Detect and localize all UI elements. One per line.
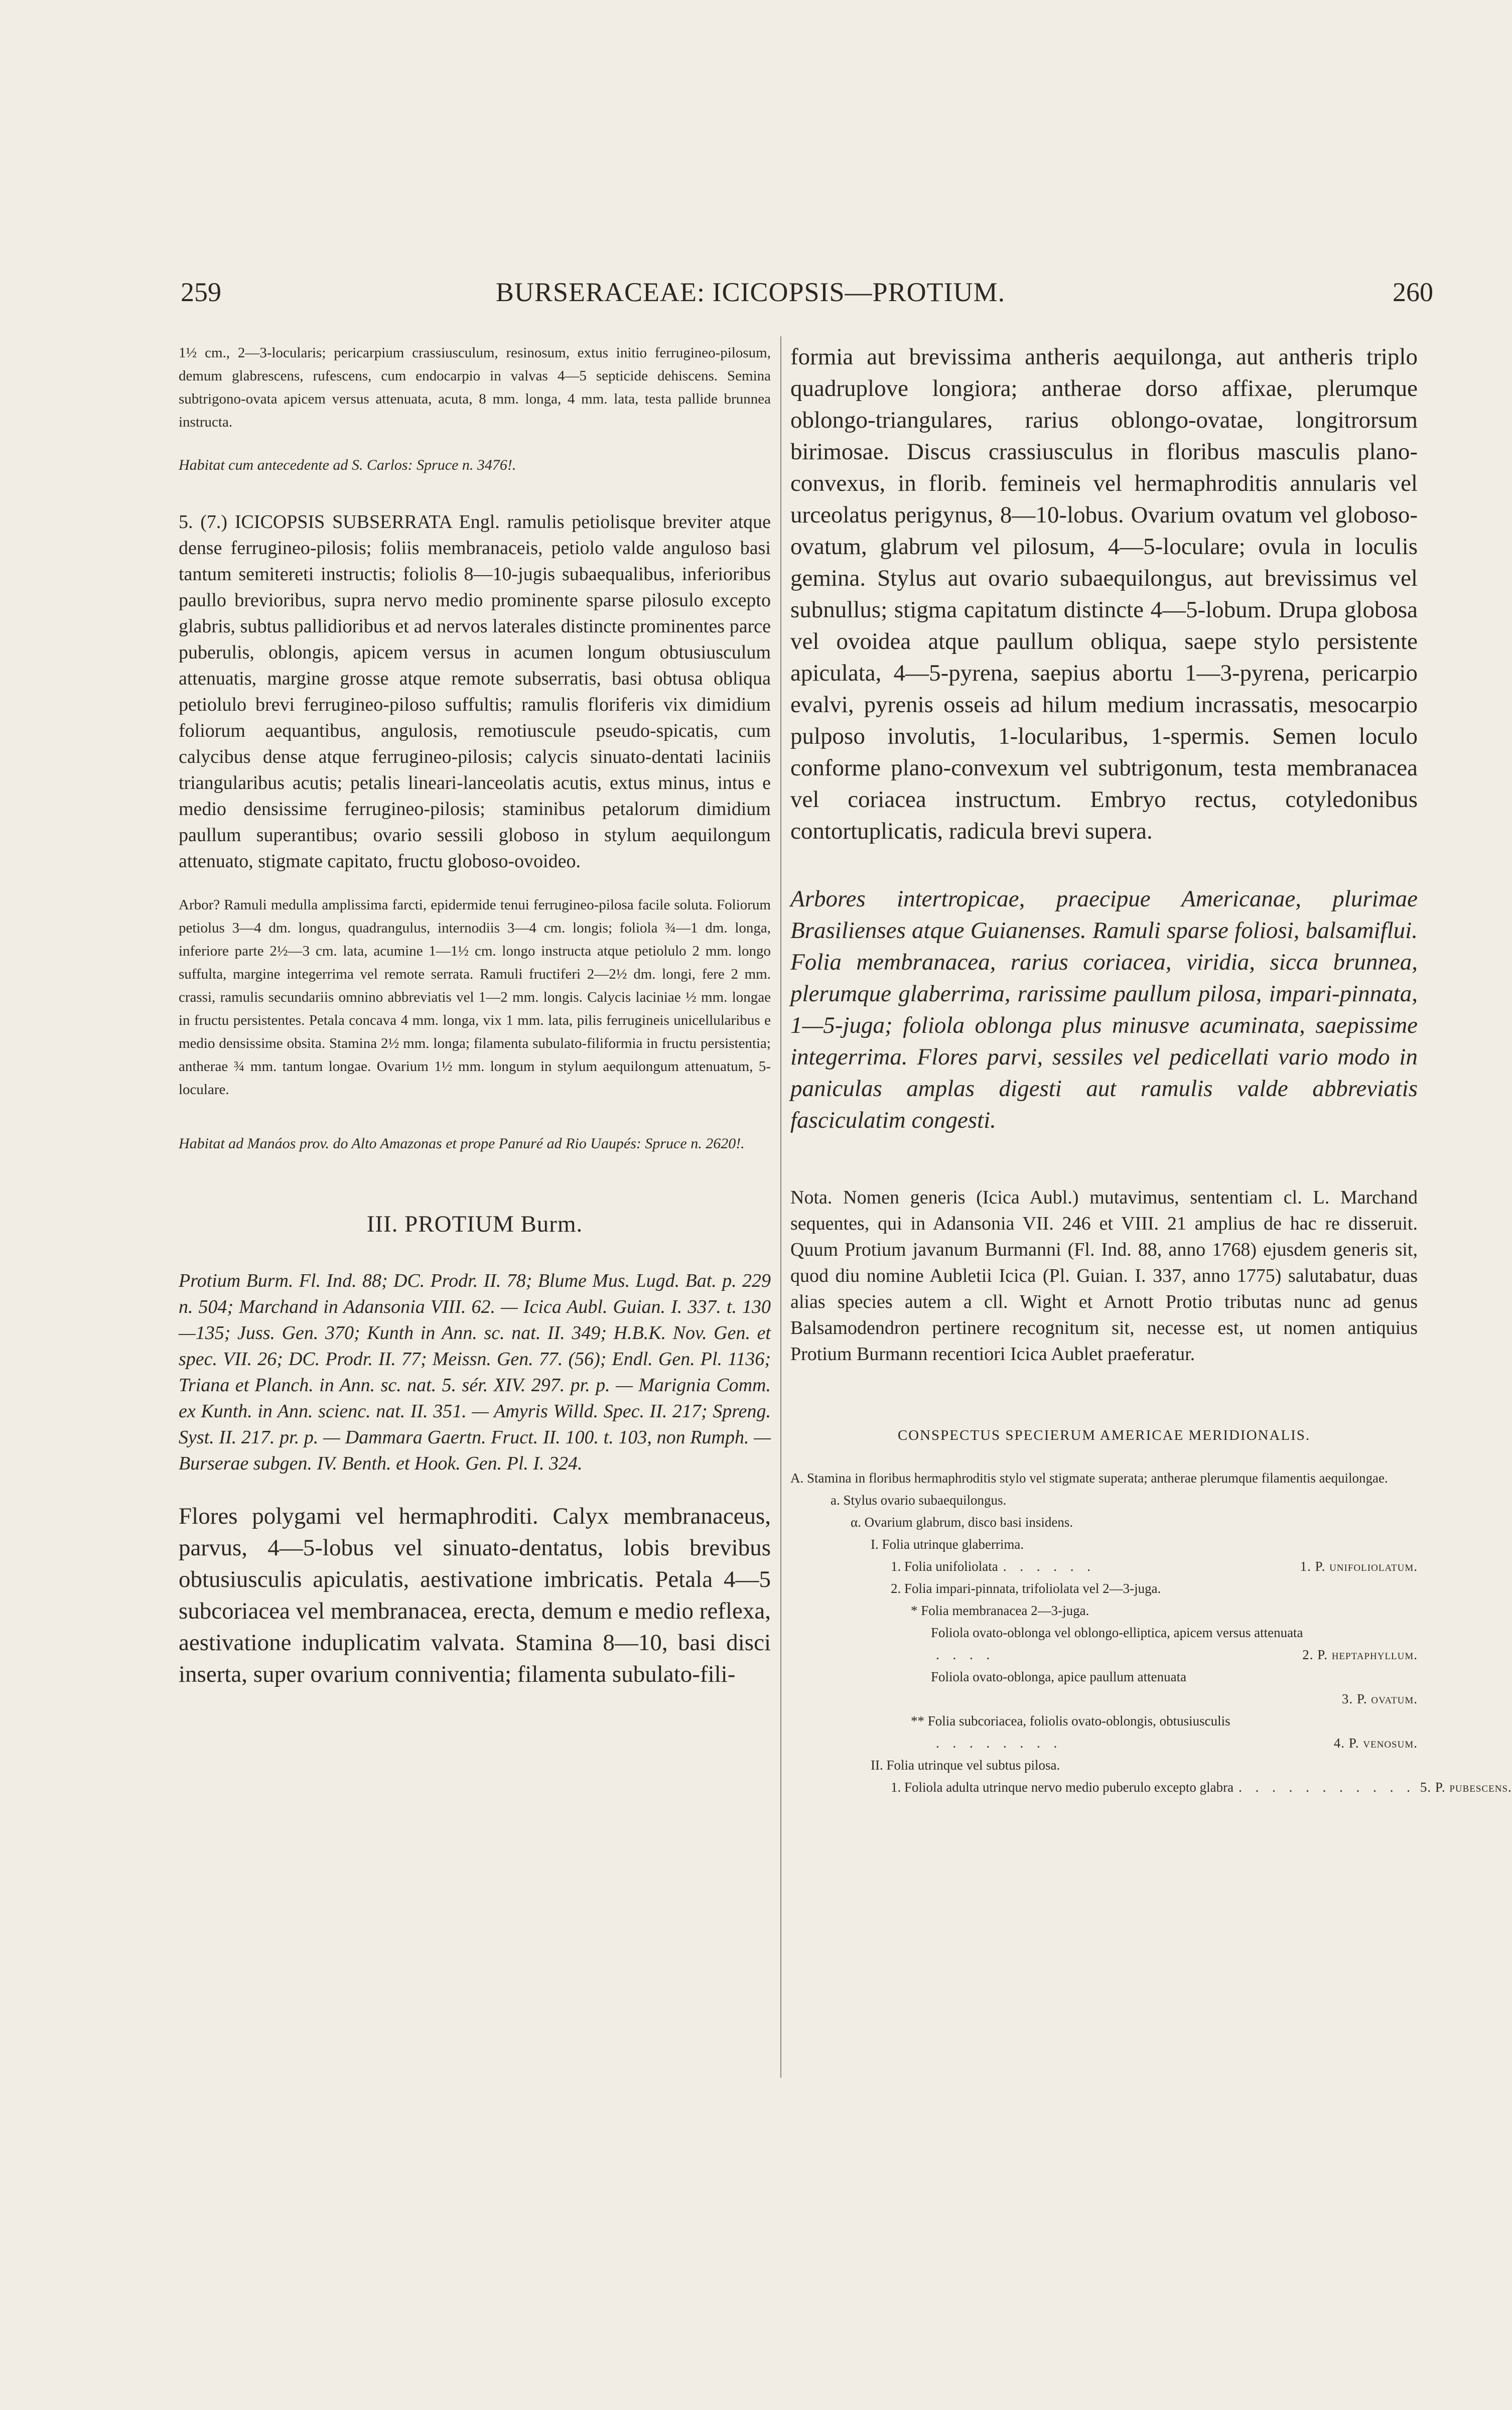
column-divider xyxy=(780,336,781,2078)
habitat-note-2: Habitat ad Manáos prov. do Alto Amazonas et prope Panuré ad Rio Uaupés: Spruce n. 2620!. xyxy=(179,1135,745,1152)
leader-dots: . . . . . . . . . . . xyxy=(1239,1780,1415,1795)
key-entry-heptaphyllum xyxy=(931,1644,1418,1666)
key-lead-foliola-1: Foliola ovato-oblonga vel oblongo-elliptica, apicem versus attenuata xyxy=(931,1625,1303,1640)
key-entry-pubescens xyxy=(891,1776,1512,1798)
paragraph-fruit-description: 1½ cm., 2—3-locularis; pericarpium crassiusculum, resinosum, extus initio ferrugineo-pilosum, demum glabrescens, rufescens, cum endocarpio in valvas 4—5 septicide dehiscens. Semina subtrigono-ovata apicem versus attenuata, acuta, 8 mm. longa, 4 mm. lata, testa pallide brunnea instructa. xyxy=(179,345,771,430)
leader-dots: . . . . . . . . xyxy=(936,1735,1062,1751)
species-name: 2. P. heptaphyllum. xyxy=(1302,1647,1418,1662)
species-key xyxy=(790,1467,1512,1798)
species-name: 1. P. unifoliolatum. xyxy=(1300,1559,1418,1574)
key-lead-a: A. Stamina in floribus hermaphroditis stylo vel stigmate superata; antherae plerumque filamentis aequilongae. xyxy=(790,1470,1388,1486)
habitat-note-1: Habitat cum antecedente ad S. Carlos: Spruce n. 3476!. xyxy=(179,457,516,473)
key-title: CONSPECTUS SPECIERUM AMERICAE MERIDIONALIS. xyxy=(897,1427,1311,1443)
key-lead-a-a: a. Stylus ovario subaequilongus. xyxy=(831,1493,1007,1508)
species-name: 4. P. venosum. xyxy=(1333,1735,1418,1751)
nomenclature-note: Nota. Nomen generis (Icica Aubl.) mutavimus, sententiam cl. L. Marchand sequentes, qui in Adansonia VII. 246 et VIII. 21 amplius de hac re disseruit. Quum Protium javanum Burmanni (Fl. Ind. 88, anno 1768) ejusdem generis sit, quod diu nomine Aubletii Icica (Pl. Guian. I. 337, anno 1775) salutabatur, duas alias species autem a cll. Wight et Arnott Protio tributas nunc ad genus Balsamodendron pertinere recognitum sit, necesse est, ut nomen antiquius Protium Burmann recentiori Icica Aublet praeferatur. xyxy=(790,1187,1418,1365)
leader-dots: . . . . xyxy=(936,1647,995,1662)
key-lead-star: * Folia membranacea 2—3-juga. xyxy=(911,1603,1089,1618)
species-name: 5. P. pubescens. xyxy=(1420,1780,1512,1795)
key-lead-alpha: α. Ovarium glabrum, disco basi insidens. xyxy=(851,1515,1073,1530)
key-entry-ovatum xyxy=(931,1688,1418,1710)
page-number-left: 259 xyxy=(181,277,221,307)
right-column xyxy=(790,341,1512,1798)
generic-description-continued: formia aut brevissima antheris aequilonga, aut antheris triplo quadruplove longiora; antherae dorso affixae, plerumque oblongo-triangulares, rarius oblongo-ovatae, longitrorsum birimosae. Discus crassiusculus in floribus masculis plano-convexus, in florib. femineis vel hermaphroditis annularis vel urceolatus perigynus, 8—10-lobus. Ovarium ovatum vel globoso-ovatum, glabrum vel pilosum, 4—5-loculare; ovula in loculis gemina. Stylus aut ovario subaequilongus, aut brevissimus vel subnullus; stigma capitatum distincte 4—5-lobum. Drupa globosa vel ovoidea atque paullum obliqua, saepe stylo persistente apiculata, 4—5-pyrena, saepius abortu 1—3-pyrena, pericarpio evalvi, pyrenis osseis ad hilum medium incrassatis, mesocarpio pulposo involutis, 1-locularibus, 1-spermis. Semen loculo conforme plano-convexum vel subtrigonum, testa membranacea vel coriacea instructum. Embryo rectus, cotyledonibus contortuplicatis, radicula brevi supera. xyxy=(790,344,1418,844)
key-lead-I: I. Folia utrinque glaberrima. xyxy=(871,1537,1024,1552)
key-entry-1 xyxy=(891,1555,1418,1577)
section-title-protium: III. PROTIUM Burm. xyxy=(366,1211,583,1237)
key-entry-text: 1. Foliola adulta utrinque nervo medio puberulo excepto glabra xyxy=(891,1780,1234,1795)
species-name: 3. P. ovatum. xyxy=(1341,1691,1418,1706)
key-lead-II: II. Folia utrinque vel subtus pilosa. xyxy=(871,1758,1060,1773)
page-number-right: 260 xyxy=(1393,277,1433,307)
key-lead-foliola-2: Foliola ovato-oblonga, apice paullum attenuata xyxy=(931,1669,1187,1684)
species-diagnosis-icicopsis-subserrata: 5. (7.) ICICOPSIS SUBSERRATA Engl. ramulis petiolisque breviter atque dense ferrugineo-pilosis; foliis membranaceis, petiolo valde anguloso basi tantum semitereti instructis; foliolis 8—10-jugis subaequalibus, inferioribus paullo brevioribus, supra nervo medio prominente sparse pilosulo excepto glabris, subtus pallidioribus et ad nervos laterales distincte prominentes parce puberulis, oblongis, apicem versus in acumen longum obtusiusculum attenuatis, margine grosse atque remote subserratis, basi obtusa obliqua petiolulo brevi ferrugineo-piloso suffultis; ramulis floriferis vix dimidium foliorum aequantibus, angulosis, remotiuscule pseudo-spicatis, cum calycibus dense atque ferrugineo-pilosis; calycis sinuato-dentati laciniis triangularibus acutis; petalis lineari-lanceolatis acutis, extus minus, intus e medio densissime ferrugineo-pilosis; staminibus petalorum dimidium paullum superantibus; ovario sessili globoso in stylum aequilongum attenuato, stigmate capitato, fructu globoso-ovoideo. xyxy=(179,511,771,872)
left-column xyxy=(179,341,771,1690)
running-title: BURSERACEAE: ICICOPSIS—PROTIUM. xyxy=(495,277,1006,307)
leader-dots: . . . . . . xyxy=(1003,1559,1095,1574)
key-entry-venosum xyxy=(931,1732,1418,1754)
protium-generic-description: Flores polygami vel hermaphroditi. Calyx membranaceus, parvus, 4—5-lobus vel sinuato-dentatus, lobis brevibus obtusiusculis apiculatis, aestivatione imbricatis. Petala 4—5 subcoriacea vel membranacea, erecta, demum e medio reflexa, aestivatione induplicatim valvata. Stamina 8—10, basi disci inserta, super ovarium conniventia; filamenta subulato-fili- xyxy=(179,1503,771,1687)
key-lead-double-star: ** Folia subcoriacea, foliolis ovato-oblongis, obtusiusculis xyxy=(911,1713,1230,1728)
key-entry-text: 1. Folia unifoliolata xyxy=(891,1559,998,1574)
species-description-icicopsis-subserrata: Arbor? Ramuli medulla amplissima farcti, epidermide tenui ferrugineo-pilosa facile soluta. Foliorum petiolus 3—4 dm. longus, quadrangulus, internodiis 3—4 cm. longis; foliola ¾—1 dm. longa, inferiore parte 2½—3 cm. lata, acumine 1—1½ cm. longo instructa atque petiolulo 2 mm. longo suffulta, margine integerrima vel remote serrata. Ramuli fructiferi 2—2½ dm. longi, fere 2 mm. crassi, ramulis secundariis omnino abbreviatis vel 1—2 mm. longis. Calycis laciniae ½ mm. longae in fructu persistentes. Petala concava 4 mm. longa, vix 1 mm. lata, pilis ferrugineis unicellularibus e medio densissime obsita. Stamina 2½ mm. longa; filamenta subulato-filiformia in fructu persistentia; antherae ¾ mm. tantum longae. Ovarium 1½ mm. longum in stylum aequilongum attenuatum, 5-loculare. xyxy=(179,897,771,1098)
distribution-habit-paragraph: Arbores intertropicae, praecipue Americanae, plurimae Brasilienses atque Guianenses. Ramuli sparse foliosi, balsamiflui. Folia membranacea, rarius coriacea, viridia, sicca brunnea, plerumque glaberrima, rarissime paullum pilosa, impari-pinnata, 1—5-juga; foliola oblonga plus minusve acuminata, saepissime integerrima. Flores parvi, sessiles vel pedicellati vario modo in paniculas amplas digesti aut ramulis valde abbreviatis fasciculatim congesti. xyxy=(790,886,1418,1133)
key-entry-2 xyxy=(891,1577,1418,1599)
key-entry-text: 2. Folia impari-pinnata, trifoliolata vel 2—3-juga. xyxy=(891,1581,1161,1596)
protium-synonymy: Protium Burm. Fl. Ind. 88; DC. Prodr. II. 78; Blume Mus. Lugd. Bat. p. 229 n. 504; Marchand in Adansonia VIII. 62. — Icica Aubl. Guian. I. 337. t. 130—135; Juss. Gen. 370; Kunth in Ann. sc. nat. II. 349; H.B.K. Nov. Gen. et spec. VII. 26; DC. Prodr. II. 77; Meissn. Gen. 77. (56); Endl. Gen. Pl. 1136; Triana et Planch. in Ann. sc. nat. 5. sér. XIV. 297. pr. p. — Marignia Comm. ex Kunth. in Ann. scienc. nat. II. 351. — Amyris Willd. Spec. II. 217; Spreng. Syst. II. 217. pr. p. — Dammara Gaertn. Fruct. II. 100. t. 103, non Rumph. — Burserae subgen. IV. Benth. et Hook. Gen. Pl. I. 324. xyxy=(179,1270,771,1474)
leader-dots xyxy=(931,1688,1342,1710)
